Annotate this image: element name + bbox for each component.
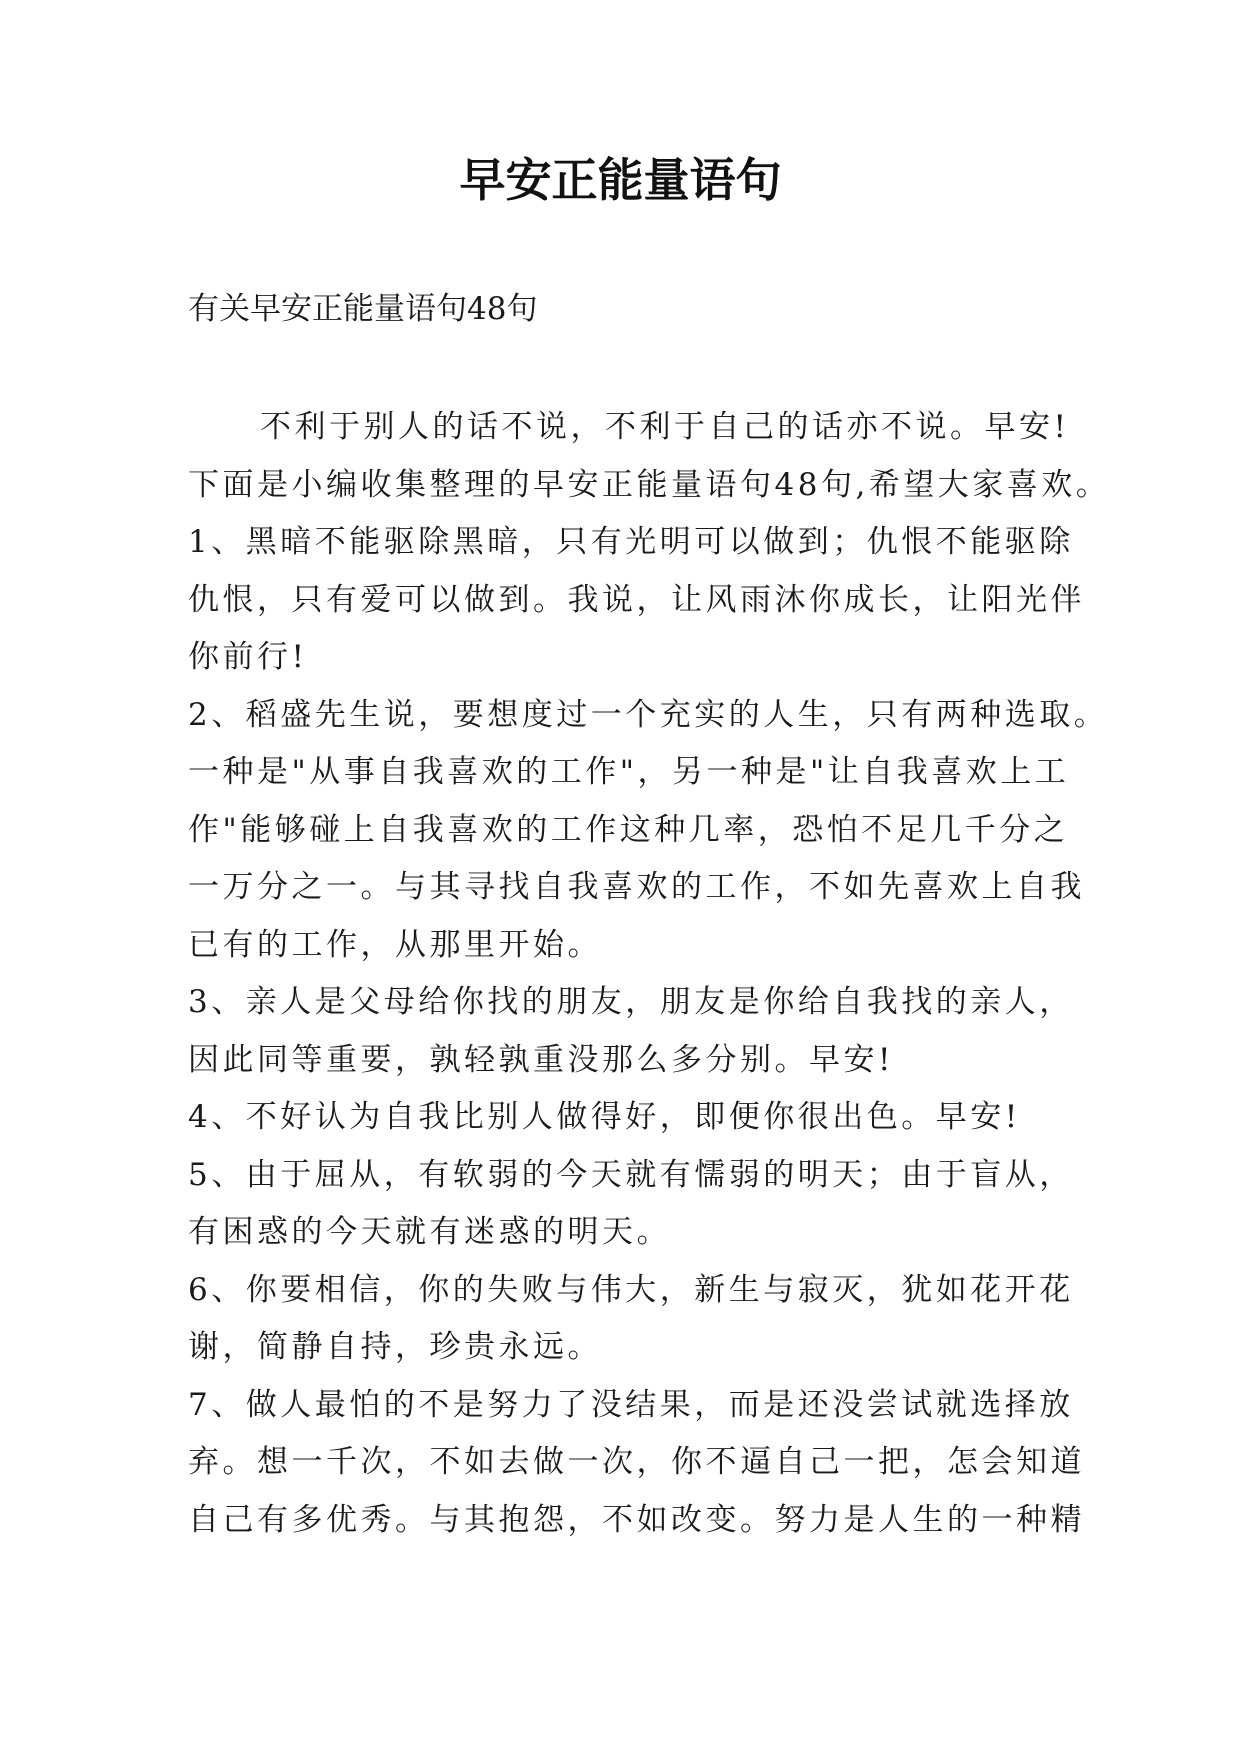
document-subtitle: 有关早安正能量语句48句 <box>188 291 538 327</box>
body-line: 一种是"从事自我喜欢的工作"，另一种是"让自我喜欢上工 <box>188 754 1070 790</box>
body-line: 已有的工作，从那里开始。 <box>188 926 602 963</box>
body-line: 6、你要相信，你的失败与伟大，新生与寂灭，犹如花开花 <box>188 1271 1074 1308</box>
body-line: 一万分之一。与其寻找自我喜欢的工作，不如先喜欢上自我 <box>188 869 1085 905</box>
body-line: 有困惑的今天就有迷惑的明天。 <box>188 1214 671 1250</box>
body-line: 3、亲人是父母给你找的朋友，朋友是你给自我找的亲人， <box>188 984 1074 1020</box>
body-line: 5、由于屈从，有软弱的今天就有懦弱的明天；由于盲从， <box>188 1156 1074 1193</box>
body-line: 4、不好认为自我比别人做得好，即便你很出色。早安! <box>188 1099 1021 1135</box>
body-line: 1、黑暗不能驱除黑暗，只有光明可以做到；仇恨不能驱除 <box>188 524 1074 560</box>
body-line: 7、做人最怕的不是努力了没结果，而是还没尝试就选择放 <box>188 1386 1074 1423</box>
document-body <box>188 407 1111 1557</box>
body-line: 谢，简静自持，珍贵永远。 <box>188 1329 602 1365</box>
body-line: 你前行! <box>188 639 308 675</box>
body-line: 作"能够碰上自我喜欢的工作这种几率，恐怕不足几千分之 <box>188 811 1069 848</box>
body-line: 弃。想一千次，不如去做一次，你不逼自己一把，怎会知道 <box>188 1444 1085 1480</box>
body-line: 不利于别人的话不说，不利于自己的话亦不说。早安! <box>260 409 1070 445</box>
body-line: 2、稻盛先生说，要想度过一个充实的人生，只有两种选取。 <box>188 696 1109 733</box>
body-line: 仇恨，只有爱可以做到。我说，让风雨沐你成长，让阳光伴 <box>188 581 1085 618</box>
document-title: 早安正能量语句 <box>459 153 782 207</box>
body-line: 因此同等重要，孰轻孰重没那么多分别。早安! <box>188 1041 894 1078</box>
body-line: 下面是小编收集整理的早安正能量语句48句,希望大家喜欢。 <box>188 466 1111 503</box>
body-line: 自己有多优秀。与其抱怨，不如改变。努力是人生的一种精 <box>188 1501 1085 1538</box>
